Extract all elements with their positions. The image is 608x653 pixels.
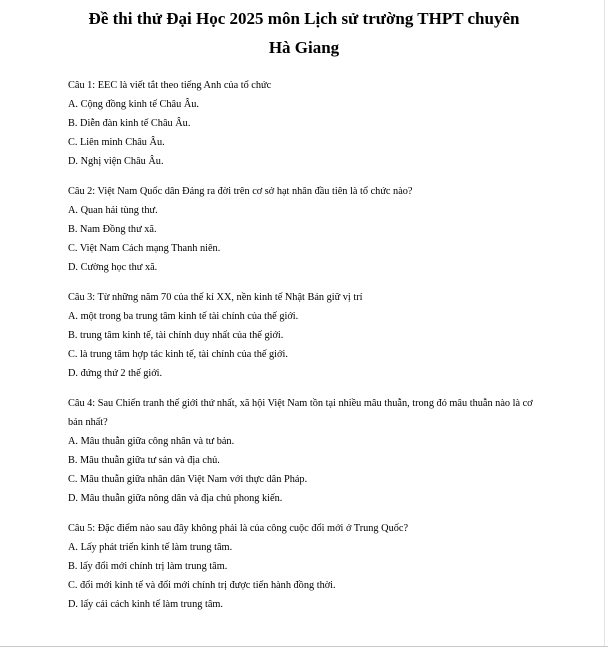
option-a: A. Lấy phát triển kinh tế làm trung tâm. xyxy=(68,542,233,553)
question-5 xyxy=(68,519,538,614)
option-d: D. lấy cải cách kinh tế làm trung tâm. xyxy=(68,599,223,610)
option-d: D. Nghị viện Châu Âu. xyxy=(68,156,164,167)
option-b: B. trung tâm kinh tế, tài chính duy nhất của thế giới. xyxy=(68,330,284,341)
option-c: C. Mâu thuẫn giữa nhân dân Việt Nam với thực dân Pháp. xyxy=(68,474,308,485)
option-d: D. Mâu thuẫn giữa nông dân và địa chủ phong kiến. xyxy=(68,493,283,504)
question-list xyxy=(68,76,538,625)
option-a: A. Quan hải tùng thư. xyxy=(68,205,158,216)
option-a: A. một trong ba trung tâm kinh tế tài chính của thế giới. xyxy=(68,311,299,322)
page-right-edge xyxy=(604,0,605,646)
title-line-2: Hà Giang xyxy=(268,38,340,57)
title-line-1: Đề thi thử Đại Học 2025 môn Lịch sử trường THPT chuyên xyxy=(88,9,520,28)
question-text: Câu 5: Đặc điểm nào sau đây không phải là của công cuộc đổi mới ở Trung Quốc? xyxy=(68,523,409,534)
option-c: C. Việt Nam Cách mạng Thanh niên. xyxy=(68,243,221,254)
option-d: D. đứng thứ 2 thế giới. xyxy=(68,368,163,379)
question-text: Câu 2: Việt Nam Quốc dân Đảng ra đời trên cơ sở hạt nhân đầu tiên là tổ chức nào? xyxy=(68,186,413,197)
option-c: C. là trung tâm hợp tác kinh tế, tài chính của thế giới. xyxy=(68,349,288,360)
option-a: A. Mâu thuẫn giữa công nhân và tư bản. xyxy=(68,436,235,447)
option-b: B. Diễn đàn kinh tế Châu Âu. xyxy=(68,118,191,129)
document-title xyxy=(0,0,608,62)
option-b: B. lấy đổi mới chính trị làm trung tâm. xyxy=(68,561,228,572)
option-c: C. Liên minh Châu Âu. xyxy=(68,137,165,148)
question-3 xyxy=(68,288,538,383)
page-bottom-edge xyxy=(0,646,608,647)
option-a: A. Cộng đồng kinh tế Châu Âu. xyxy=(68,99,199,110)
option-d: D. Cường học thư xã. xyxy=(68,262,158,273)
question-1 xyxy=(68,76,538,171)
question-4 xyxy=(68,394,538,508)
question-text: Câu 4: Sau Chiến tranh thế giới thứ nhất, xã hội Việt Nam tồn tại nhiều mâu thuẫn, trong đó mâu thuẫn nào là cơ bản nhất? xyxy=(68,398,533,428)
question-2 xyxy=(68,182,538,277)
option-b: B. Mâu thuẫn giữa tư sản và địa chủ. xyxy=(68,455,220,466)
question-text: Câu 3: Từ những năm 70 của thế kỉ XX, nền kinh tế Nhật Bản giữ vị trí xyxy=(68,292,363,303)
option-b: B. Nam Đồng thư xã. xyxy=(68,224,157,235)
question-text: Câu 1: EEC là viết tắt theo tiếng Anh của tổ chức xyxy=(68,80,272,91)
option-c: C. đổi mới kinh tế và đổi mới chính trị được tiến hành đồng thời. xyxy=(68,580,336,591)
